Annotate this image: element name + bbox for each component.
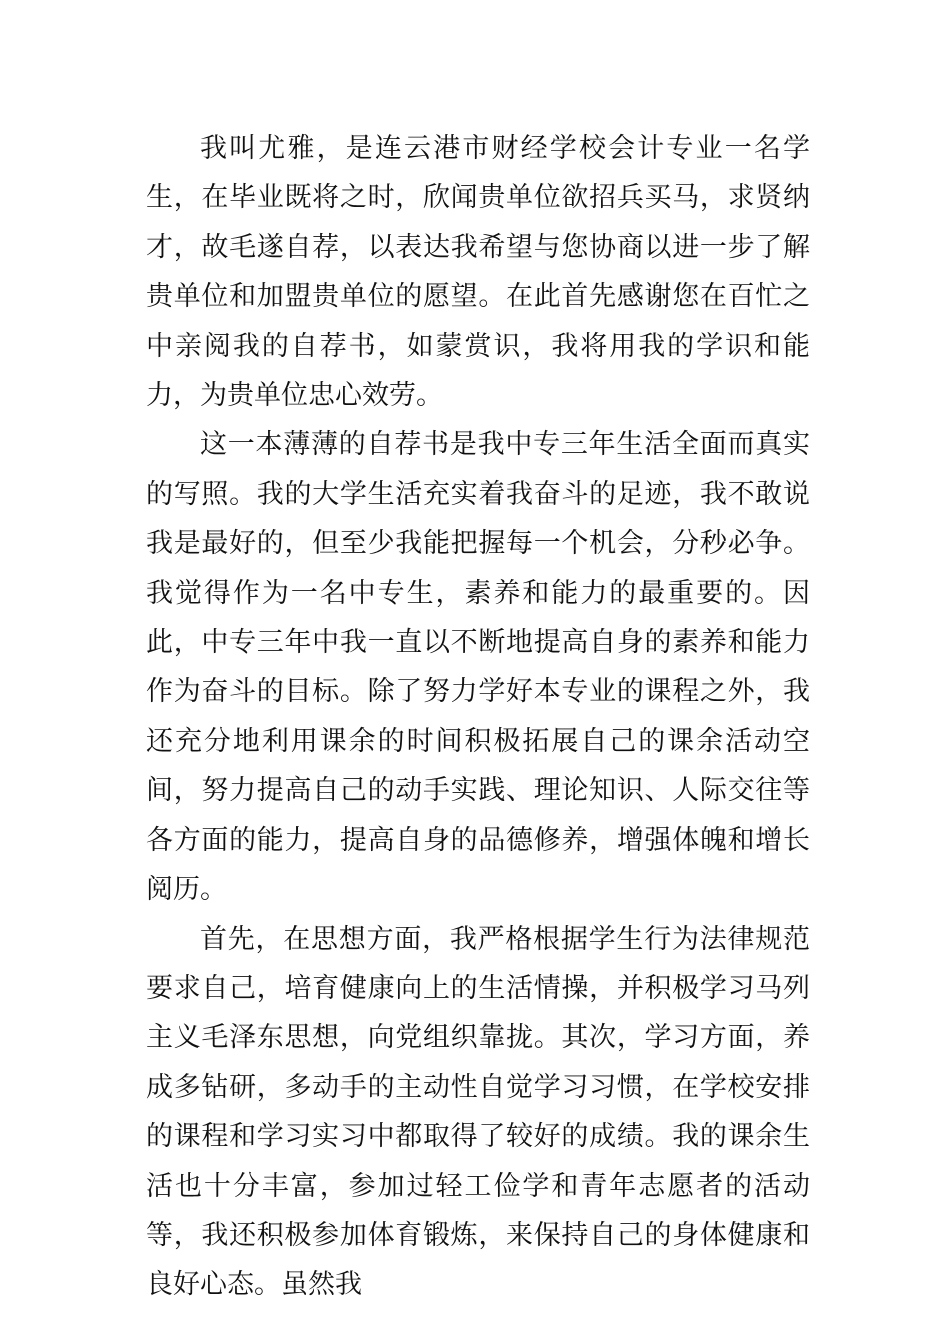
document-page (146, 124, 810, 1310)
paragraph-introduction: 我叫尤雅，是连云港市财经学校会计专业一名学生，在毕业既将之时，欣闻贵单位欲招兵买马，求贤纳才，故毛遂自荐，以表达我希望与您协商以进一步了解贵单位和加盟贵单位的愿望。在此首先感谢您在百忙之中亲阅我的自荐书，如蒙赏识，我将用我的学识和能力，为贵单位忠心效劳。 (146, 133, 810, 412)
paragraph-thought-and-study: 首先，在思想方面，我严格根据学生行为法律规范要求自己，培育健康向上的生活情操，并积极学习马列主义毛泽东思想，向党组织靠拢。其次，学习方面，养成多钻研，多动手的主动性自觉学习习惯，在学校安排的课程和学习实习中都取得了较好的成绩。我的课余生活也十分丰富，参加过轻工俭学和青年志愿者的活动等，我还积极参加体育锻炼，来保持自己的身体健康和良好心态。虽然我 (146, 923, 810, 1301)
paragraph-school-life: 这一本薄薄的自荐书是我中专三年生活全面而真实的写照。我的大学生活充实着我奋斗的足迹，我不敢说我是最好的，但至少我能把握每一个机会，分秒必争。我觉得作为一名中专生，素养和能力的最重要的。因此，中专三年中我一直以不断地提高自身的素养和能力作为奋斗的目标。除了努力学好本专业的课程之外，我还充分地利用课余的时间积极拓展自己的课余活动空间，努力提高自己的动手实践、理论知识、人际交往等各方面的能力，提高自身的品德修养，增强体魄和增长阅历。 (146, 429, 810, 906)
